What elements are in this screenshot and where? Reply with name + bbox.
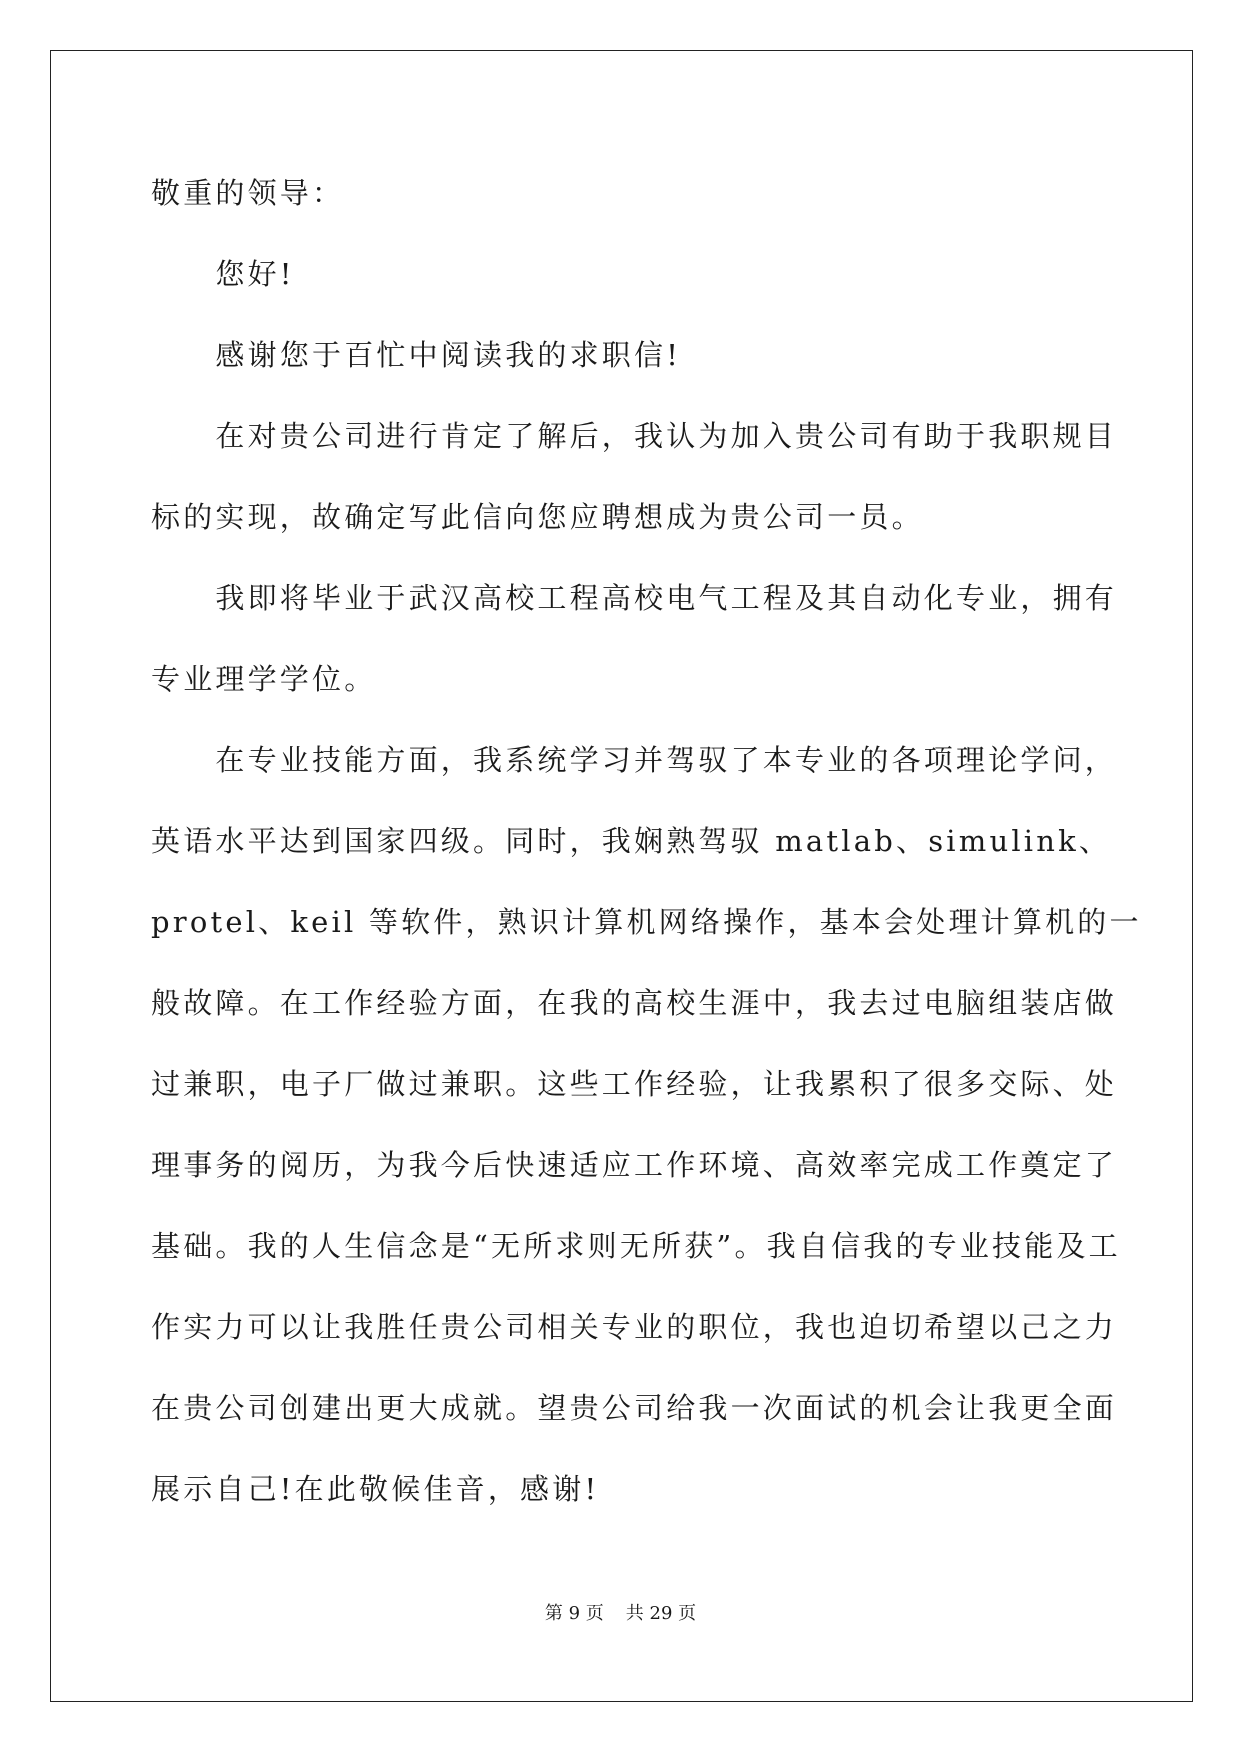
page-total: 共 29 页 [625,1603,697,1624]
paragraph-line: 专业理学学位。 [151,662,377,696]
paragraph-line: protel、keil 等软件，熟识计算机网络操作，基本会处理计算机的一 [151,905,1142,939]
salutation: 敬重的领导： [151,176,345,210]
paragraph-line: 标的实现，故确定写此信向您应聘想成为贵公司一员。 [151,500,924,534]
paragraph-line: 感谢您于百忙中阅读我的求职信! [151,338,682,372]
paragraph-line: 在对贵公司进行肯定了解后，我认为加入贵公司有助于我职规目 [151,419,1118,453]
paragraph-line: 英语水平达到国家四级。同时，我娴熟驾驭 matlab、simulink、 [151,824,1112,858]
paragraph-line: 理事务的阅历，为我今后快速适应工作环境、高效率完成工作奠定了 [151,1148,1118,1182]
greeting: 您好! [151,257,295,291]
paragraph-line: 过兼职，电子厂做过兼职。这些工作经验，让我累积了很多交际、处 [151,1067,1118,1101]
paragraph-line: 般故障。在工作经验方面，在我的高校生涯中，我去过电脑组装店做 [151,986,1118,1020]
paragraph-line: 在贵公司创建出更大成就。望贵公司给我一次面试的机会让我更全面 [151,1391,1118,1425]
paragraph-line: 作实力可以让我胜任贵公司相关专业的职位，我也迫切希望以己之力 [151,1310,1118,1344]
paragraph-line: 我即将毕业于武汉高校工程高校电气工程及其自动化专业，拥有 [151,581,1118,615]
paragraph-line: 基础。我的人生信念是“无所求则无所获”。我自信我的专业技能及工 [151,1229,1121,1263]
paragraph-line: 在专业技能方面，我系统学习并驾驭了本专业的各项理论学问， [151,743,1118,777]
closing-line: 展示自己!在此敬候佳音，感谢! [151,1472,600,1506]
page-number: 第 9 页 [544,1603,604,1624]
page-footer [0,1602,1241,1626]
page-border [50,50,1193,1702]
